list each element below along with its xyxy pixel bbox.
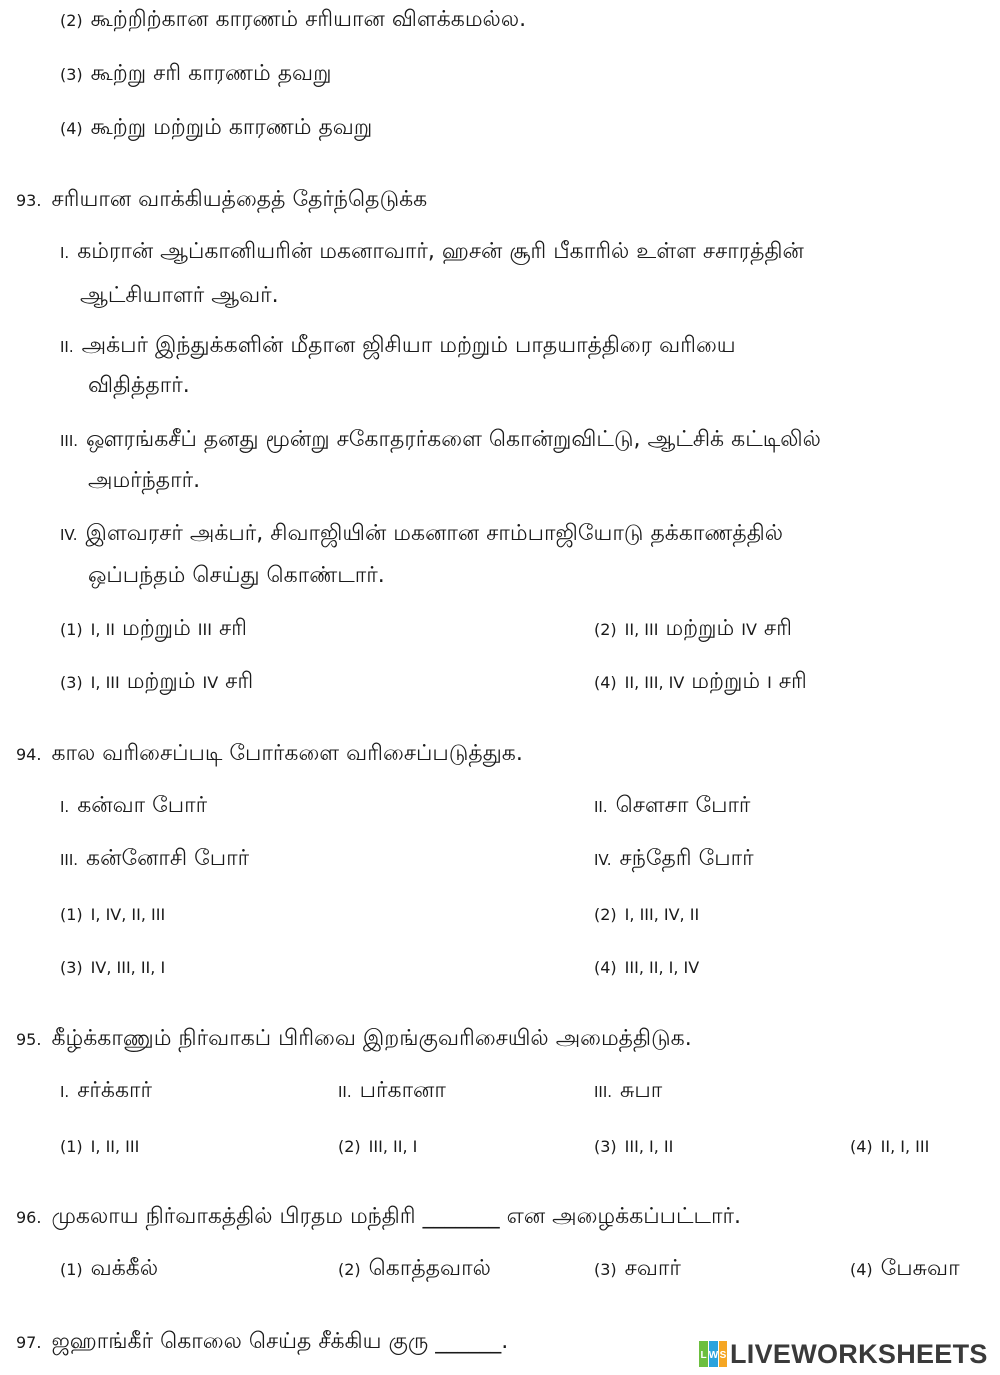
option-text: III, II, I	[368, 1137, 418, 1156]
question-text: சரியான வாக்கியத்தைத் தேர்ந்தெடுக்க	[51, 187, 428, 212]
option-text: கொத்தவால்	[368, 1256, 491, 1281]
option-number: (3)	[594, 1260, 617, 1279]
q93-statement-4-cont: ஒப்பந்தம் செய்து கொண்டார்.	[88, 563, 385, 588]
q93-statement-2	[60, 332, 736, 361]
q97-question	[16, 1328, 508, 1357]
question-number: 97.	[16, 1333, 42, 1352]
option-mid: மற்றும்	[691, 669, 761, 694]
question-text: கால வரிசைப்படி போர்களை வரிசைப்படுத்துக.	[51, 741, 523, 766]
roman-numeral: III.	[594, 1083, 613, 1101]
q95-option-1[interactable]	[60, 1132, 139, 1161]
option-number: (2)	[338, 1260, 361, 1279]
q95-item-2	[338, 1077, 446, 1106]
logo-mark-letter: L	[700, 1350, 707, 1361]
item-text: கன்னோசி போர்	[86, 846, 250, 871]
option-text: கூற்று மற்றும் காரணம் தவறு	[90, 115, 373, 140]
q93-statement-3	[60, 426, 821, 455]
answer-blank[interactable]: _______	[422, 1204, 500, 1229]
q96-option-4[interactable]	[850, 1255, 960, 1284]
q93-question	[16, 186, 427, 215]
roman-numeral: II.	[60, 338, 74, 356]
option-tail: சரி	[225, 669, 254, 694]
option-roman: II, III	[624, 620, 659, 639]
roman-numeral: I.	[60, 244, 70, 262]
option-roman-2: III	[197, 620, 212, 639]
question-number: 94.	[16, 745, 42, 764]
statement-text: இளவரசர் அக்பர், சிவாஜியின் மகனான சாம்பாஜியோடு தக்காணத்தில்	[85, 521, 784, 546]
option-text: III, II, I, IV	[624, 958, 700, 977]
option-text: பேசுவா	[880, 1256, 960, 1281]
option-number: (2)	[594, 620, 617, 639]
question-text-post: என அழைக்கப்பட்டார்.	[506, 1204, 742, 1229]
roman-numeral: III.	[60, 851, 79, 869]
q95-option-3[interactable]	[594, 1132, 673, 1161]
option-text: I, II, III	[90, 1137, 140, 1156]
item-text: சுபா	[620, 1078, 663, 1103]
q96-option-2[interactable]	[338, 1255, 491, 1284]
option-number: (3)	[60, 65, 83, 84]
item-text: பர்கானா	[359, 1078, 446, 1103]
question-number: 95.	[16, 1030, 42, 1049]
option-text: I, IV, II, III	[90, 905, 166, 924]
statement-text: கம்ரான் ஆப்கானியரின் மகனாவார், ஹசன் சூரி பீகாரில் உள்ள சசாரத்தின்	[77, 239, 804, 264]
q94-option-3[interactable]	[60, 953, 165, 982]
option-number: (1)	[60, 620, 83, 639]
q96-question	[16, 1203, 741, 1232]
logo-mark-letter: W	[708, 1350, 719, 1361]
q93-statement-3-cont: அமர்ந்தார்.	[88, 468, 201, 493]
option-number: (4)	[594, 673, 617, 692]
q92-option-3[interactable]	[60, 60, 332, 89]
q94-option-1[interactable]	[60, 900, 165, 929]
q93-statement-1-cont: ஆட்சியாளர் ஆவர்.	[80, 283, 279, 308]
option-roman: I, III	[90, 673, 120, 692]
option-mid: மற்றும்	[665, 616, 735, 641]
option-number: (3)	[594, 1137, 617, 1156]
option-text: கூற்றிற்கான காரணம் சரியான விளக்கமல்ல.	[90, 7, 527, 32]
option-number: (2)	[60, 11, 83, 30]
option-tail: சரி	[763, 616, 792, 641]
item-text: சௌசா போர்	[615, 793, 751, 818]
option-number: (2)	[594, 905, 617, 924]
option-text: II, I, III	[880, 1137, 930, 1156]
q94-question	[16, 740, 523, 769]
roman-numeral: I.	[60, 1083, 70, 1101]
option-roman-2: I	[767, 673, 772, 692]
q94-item-2	[594, 792, 750, 821]
logo-text: LIVEWORKSHEETS	[730, 1338, 988, 1369]
option-number: (3)	[60, 958, 83, 977]
option-number: (1)	[60, 1260, 83, 1279]
roman-numeral: I.	[60, 798, 70, 816]
option-text: III, I, II	[624, 1137, 674, 1156]
question-number: 93.	[16, 191, 42, 210]
q95-option-4[interactable]	[850, 1132, 929, 1161]
option-roman: I, II	[90, 620, 115, 639]
option-text: IV, III, II, I	[90, 958, 166, 977]
option-text: கூற்று சரி காரணம் தவறு	[90, 61, 332, 86]
q94-item-1	[60, 792, 207, 821]
statement-text: அக்பர் இந்துக்களின் மீதான ஜிசியா மற்றும் பாதயாத்திரை வரியை	[81, 333, 736, 358]
option-text: சவார்	[624, 1256, 681, 1281]
q93-option-3[interactable]	[60, 668, 253, 697]
q96-option-3[interactable]	[594, 1255, 681, 1284]
option-roman: II, III, IV	[624, 673, 685, 692]
q92-option-4[interactable]	[60, 114, 372, 143]
option-number: (4)	[850, 1260, 873, 1279]
question-text: கீழ்க்காணும் நிர்வாகப் பிரிவை இறங்குவரிசையில் அமைத்திடுக.	[51, 1026, 692, 1051]
liveworksheets-logo	[698, 1337, 988, 1371]
item-text: கன்வா போர்	[77, 793, 208, 818]
q92-option-2[interactable]	[60, 6, 526, 35]
q95-item-3	[594, 1077, 662, 1106]
q93-option-1[interactable]	[60, 615, 247, 644]
q93-option-4[interactable]	[594, 668, 807, 697]
q95-item-1	[60, 1077, 152, 1106]
question-text-pre: முகலாய நிர்வாகத்தில் பிரதம மந்திரி	[51, 1204, 416, 1229]
q94-item-4	[594, 845, 754, 874]
answer-blank[interactable]: ______.	[435, 1329, 509, 1354]
option-text: வக்கீல்	[90, 1256, 159, 1281]
question-number: 96.	[16, 1208, 42, 1227]
q93-statement-4	[60, 520, 783, 549]
item-text: சர்க்கார்	[77, 1078, 153, 1103]
q95-option-2[interactable]	[338, 1132, 417, 1161]
roman-numeral: IV.	[60, 526, 78, 544]
q93-statement-2-cont: விதித்தார்.	[88, 373, 190, 398]
option-number: (1)	[60, 905, 83, 924]
option-number: (2)	[338, 1137, 361, 1156]
option-mid: மற்றும்	[126, 669, 196, 694]
option-number: (3)	[60, 673, 83, 692]
option-tail: சரி	[778, 669, 807, 694]
q94-item-3	[60, 845, 249, 874]
item-text: சந்தேரி போர்	[619, 846, 754, 871]
roman-numeral: II.	[594, 798, 608, 816]
option-number: (4)	[850, 1137, 873, 1156]
option-number: (4)	[594, 958, 617, 977]
option-number: (1)	[60, 1137, 83, 1156]
option-roman-2: IV	[741, 620, 757, 639]
option-mid: மற்றும்	[122, 616, 191, 641]
roman-numeral: III.	[60, 432, 79, 450]
q93-statement-1	[60, 238, 804, 267]
q94-option-4[interactable]	[594, 953, 699, 982]
logo-mark-letter: S	[719, 1350, 727, 1361]
question-text-pre: ஜஹாங்கீர் கொலை செய்த சீக்கிய குரு	[51, 1329, 429, 1354]
roman-numeral: IV.	[594, 851, 612, 869]
liveworksheets-logo-icon	[698, 1340, 728, 1368]
statement-text: ஔரங்கசீப் தனது மூன்று சகோதரர்களை கொன்றுவிட்டு, ஆட்சிக் கட்டிலில்	[86, 427, 821, 452]
roman-numeral: II.	[338, 1083, 352, 1101]
option-roman-2: IV	[202, 673, 219, 692]
option-number: (4)	[60, 119, 83, 138]
q93-option-2[interactable]	[594, 615, 792, 644]
q95-question	[16, 1025, 692, 1054]
q96-option-1[interactable]	[60, 1255, 158, 1284]
q94-option-2[interactable]	[594, 900, 699, 929]
option-text: I, III, IV, II	[624, 905, 700, 924]
option-tail: சரி	[218, 616, 247, 641]
